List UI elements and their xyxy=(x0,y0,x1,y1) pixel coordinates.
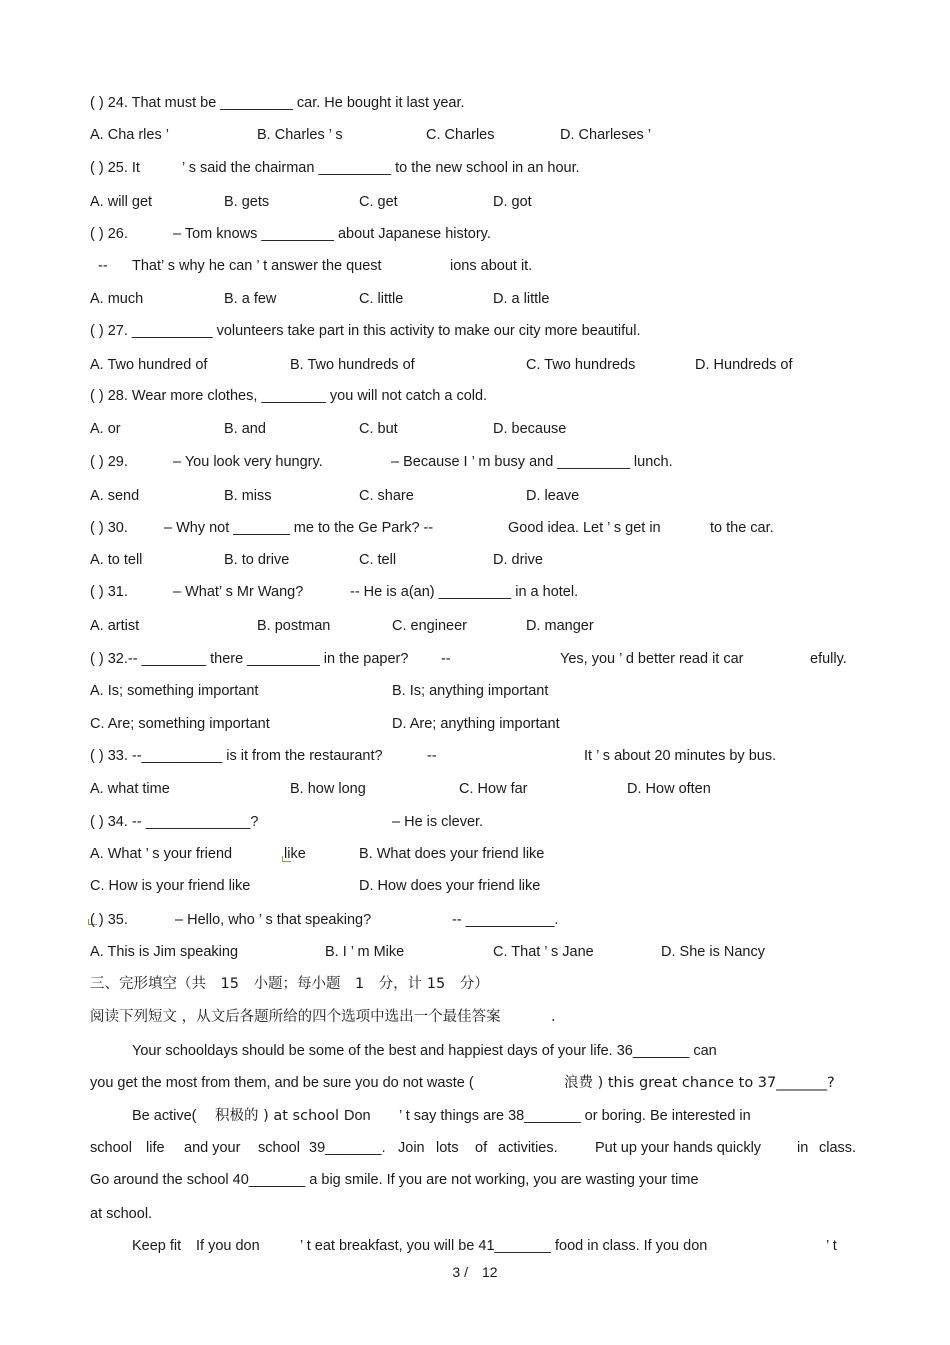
question-stem: – What’ s Mr Wang? xyxy=(173,584,304,600)
option-c: C. but xyxy=(359,421,398,437)
question-stem: – Tom knows _________ about Japanese history. xyxy=(173,226,491,242)
option-d: D. She is Nancy xyxy=(661,944,765,960)
passage-text: 浪费 ) this great chance to 37_______? xyxy=(564,1075,835,1091)
dialogue-text: ions about it. xyxy=(450,258,533,274)
option-c: C. get xyxy=(359,194,398,210)
instruction-text: . xyxy=(551,1009,556,1025)
question-stem: ( ) 27. __________ volunteers take part in this activity to make our city more beautiful. xyxy=(90,323,641,339)
question-stem: ( ) 35. xyxy=(90,912,128,928)
option-b: B. and xyxy=(224,421,266,437)
question-stem: efully. xyxy=(810,651,847,667)
question-stem: -- xyxy=(441,651,451,667)
passage-text: school xyxy=(90,1140,132,1156)
question-stem: -- He is a(an) _________ in a hotel. xyxy=(350,584,579,600)
option-c: C. That ’ s Jane xyxy=(493,944,594,960)
option-c: C. Charles xyxy=(426,127,495,143)
option-c: C. Are; something important xyxy=(90,716,270,732)
passage-text: of xyxy=(475,1140,488,1156)
option-b: B. Is; anything important xyxy=(392,683,549,699)
option-b: B. Charles ’ s xyxy=(257,127,343,143)
option-d: D. Charleses ’ xyxy=(560,127,652,143)
passage-text: at school. xyxy=(90,1206,153,1222)
option-b: B. What does your friend like xyxy=(359,846,545,862)
question-stem: Good idea. Let ’ s get in xyxy=(508,520,661,536)
option-b: B. a few xyxy=(224,291,277,307)
check-mark-icon xyxy=(282,856,291,862)
option-a: A. This is Jim speaking xyxy=(90,944,239,960)
option-a: A. send xyxy=(90,488,140,504)
question-stem: to the car. xyxy=(710,520,774,536)
question-stem: It ’ s about 20 minutes by bus. xyxy=(584,748,777,764)
option-a: A. will get xyxy=(90,194,153,210)
section-title: 三、完形填空（共 15 小题；每小题 1 分，计 15 分） xyxy=(90,976,489,992)
page-number: 3 / 12 xyxy=(452,1264,498,1280)
option-d: D. manger xyxy=(526,618,594,634)
option-c: C. tell xyxy=(359,552,397,568)
option-a: A. to tell xyxy=(90,552,143,568)
question-stem: – Because I ’ m busy and _________ lunch. xyxy=(391,454,673,470)
passage-text: class. xyxy=(819,1140,857,1156)
option-d: D. Are; anything important xyxy=(392,716,560,732)
question-stem: ( ) 34. -- _____________? xyxy=(90,814,259,830)
passage-text: Your schooldays should be some of the best and happiest days of your life. 36_______ can xyxy=(132,1043,717,1059)
question-stem: ( ) 25. It xyxy=(90,160,140,176)
question-stem: – You look very hungry. xyxy=(173,454,323,470)
question-stem: ( ) 24. That must be _________ car. He bought it last year. xyxy=(90,95,465,111)
option-b: B. I ’ m Mike xyxy=(325,944,405,960)
question-stem: – He is clever. xyxy=(392,814,484,830)
option-b: B. miss xyxy=(224,488,272,504)
passage-text: Don xyxy=(344,1108,371,1124)
option-a: A. what time xyxy=(90,781,170,797)
passage-text: you get the most from them, and be sure you do not waste ( xyxy=(90,1075,474,1091)
passage-text: Join xyxy=(398,1140,425,1156)
option-d: D. Hundreds of xyxy=(695,357,793,373)
option-b: B. postman xyxy=(257,618,331,634)
option-c: C. Two hundreds xyxy=(526,357,636,373)
option-c: C. engineer xyxy=(392,618,467,634)
question-stem: ( ) 28. Wear more clothes, ________ you will not catch a cold. xyxy=(90,388,488,404)
passage-text: ’ t say things are 38_______ or boring. Be interested in xyxy=(399,1108,751,1124)
passage-text: and your xyxy=(184,1140,241,1156)
option-d: D. because xyxy=(493,421,567,437)
option-b: B. to drive xyxy=(224,552,290,568)
option-d: D. got xyxy=(493,194,532,210)
dialogue-dash: -- xyxy=(98,258,108,274)
passage-text: 39_______. xyxy=(309,1140,386,1156)
question-stem: – Why not _______ me to the Ge Park? -- xyxy=(164,520,434,536)
option-a: A. Is; something important xyxy=(90,683,259,699)
option-a: A. Cha rles ’ xyxy=(90,127,169,143)
option-c: C. How is your friend like xyxy=(90,878,251,894)
question-stem: ( ) 26. xyxy=(90,226,128,242)
option-d: D. How often xyxy=(627,781,711,797)
passage-text: Go around the school 40_______ a big smile. If you are not working, you are wasting your time xyxy=(90,1172,699,1188)
question-stem: – Hello, who ’ s that speaking? xyxy=(175,912,372,928)
option-a: A. or xyxy=(90,421,121,437)
option-a: A. Two hundred of xyxy=(90,357,208,373)
option-a: A. artist xyxy=(90,618,140,634)
option-a: A. much xyxy=(90,291,144,307)
option-c: C. How far xyxy=(459,781,528,797)
question-stem: ( ) 30. xyxy=(90,520,128,536)
passage-text: life xyxy=(146,1140,165,1156)
passage-text: ’ t xyxy=(826,1238,837,1254)
question-stem: ( ) 32.-- ________ there _________ in the paper? xyxy=(90,651,409,667)
option-c: C. little xyxy=(359,291,404,307)
passage-text: lots xyxy=(436,1140,459,1156)
passage-text: in xyxy=(797,1140,809,1156)
question-stem: Yes, you ’ d better read it car xyxy=(560,651,744,667)
passage-text: ’ t eat breakfast, you will be 41_______ food in class. If you don xyxy=(300,1238,708,1254)
option-b: B. gets xyxy=(224,194,270,210)
passage-text: Be active( xyxy=(132,1108,197,1124)
option-d: D. leave xyxy=(526,488,580,504)
option-a: A. What ’ s your friend xyxy=(90,846,233,862)
question-stem: -- ___________. xyxy=(452,912,559,928)
question-stem: ( ) 29. xyxy=(90,454,128,470)
option-b: B. Two hundreds of xyxy=(290,357,415,373)
passage-text: activities. xyxy=(498,1140,558,1156)
question-stem: ( ) 31. xyxy=(90,584,128,600)
dialogue-text: That’ s why he can ’ t answer the quest xyxy=(132,258,382,274)
option-c: C. share xyxy=(359,488,414,504)
passage-text: If you don xyxy=(196,1238,260,1254)
option-a-continued: like xyxy=(284,846,306,862)
option-d: D. a little xyxy=(493,291,550,307)
question-stem: -- xyxy=(427,748,437,764)
passage-text: Put up your hands quickly xyxy=(595,1140,762,1156)
option-d: D. How does your friend like xyxy=(359,878,541,894)
instruction-text: 阅读下列短文 ，从文后各题所给的四个选项中选出一个最佳答案 xyxy=(90,1009,501,1025)
option-d: D. drive xyxy=(493,552,543,568)
option-b: B. how long xyxy=(290,781,366,797)
passage-text: Keep fit xyxy=(132,1238,182,1254)
question-stem: ( ) 33. --__________ is it from the restaurant? xyxy=(90,748,383,764)
passage-text: school xyxy=(258,1140,300,1156)
question-stem: ’ s said the chairman _________ to the new school in an hour. xyxy=(182,160,580,176)
passage-text: 积极的 ) at school xyxy=(215,1108,340,1124)
